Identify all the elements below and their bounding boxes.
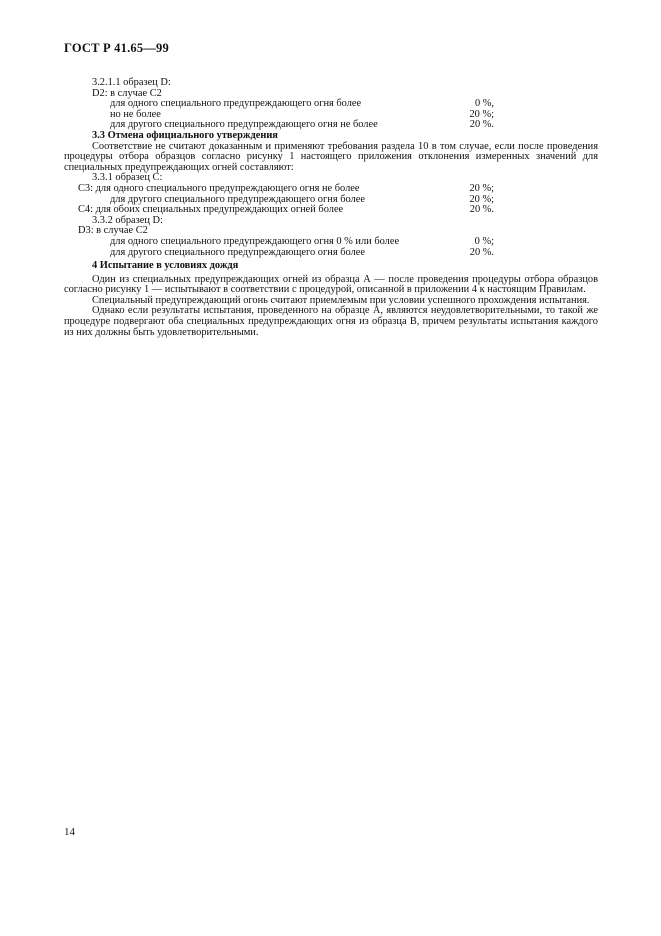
subsection-3-3-1: 3.3.1 образец C: bbox=[92, 172, 163, 184]
section-4-body bbox=[64, 275, 598, 339]
c4-row-text: C4: для обоих специальных предупреждающих огней более bbox=[78, 204, 344, 216]
d3-row-1-text: для одного специального предупреждающего огня 0 % или более bbox=[110, 235, 400, 247]
d3-row-2-value: 20 %. bbox=[469, 246, 494, 258]
c3-row-2-text: для другого специального предупреждающего огня более bbox=[110, 193, 365, 205]
d2-row-1 bbox=[92, 99, 598, 110]
section-4-paragraph-2: Специальный предупреждающий огонь считают приемлемым при условии успешного прохождения испытания. bbox=[92, 294, 590, 306]
d2-row-2-text: но не более bbox=[110, 108, 161, 120]
section-4-paragraph-3: Однако если результаты испытания, проведенного на образце А, являются неудовлетворительными, то такой же процедуре подвергают оба специальных предупреждающих огня из образца В, причем результаты испытания каждого из них должны быть удовлетворительными. bbox=[64, 305, 598, 338]
section-3-3-heading: 3.3 Отмена официального утверждения bbox=[92, 129, 278, 141]
subsection-3-3-2: 3.3.2 образец D: bbox=[92, 214, 163, 226]
content-block bbox=[64, 77, 598, 338]
d2-label: D2: в случае C2 bbox=[92, 87, 162, 99]
d3-row-1-value: 0 %; bbox=[474, 235, 494, 247]
c3-row-2-value: 20 %; bbox=[469, 193, 494, 205]
d2-row-1-text: для одного специального предупреждающего огня более bbox=[110, 98, 362, 110]
section-3-3-paragraph bbox=[64, 142, 598, 174]
c3-row-1-value: 20 %; bbox=[469, 182, 494, 194]
d3-label: D3: в случае C2 bbox=[78, 225, 148, 237]
page-number: 14 bbox=[64, 826, 75, 838]
d2-row-3-text: для другого специального предупреждающего огня не более bbox=[110, 119, 378, 131]
section-3-3-text: Соответствие не считают доказанным и применяют требования раздела 10 в том случае, если после проведения процедуры отбора образцов согласно рисунку 1 настоящего приложения отклонения измеренных значений для специальных предупреждающих огней составляют: bbox=[64, 140, 598, 173]
d2-row-1-value: 0 %, bbox=[474, 98, 494, 110]
document-header: ГОСТ Р 41.65—99 bbox=[64, 41, 169, 55]
section-4-heading: 4 Испытание в условиях дождя bbox=[92, 260, 239, 272]
c4-row-value: 20 %. bbox=[469, 204, 494, 216]
d3-row-2 bbox=[92, 248, 598, 259]
d2-row-2-value: 20 %; bbox=[469, 108, 494, 120]
d2-row-3-value: 20 %. bbox=[469, 119, 494, 131]
section-4-paragraph-1: Один из специальных предупреждающих огней из образца А — после проведения процедуры отбора образцов согласно рисунку 1 — испытывают в соответствии с процедурой, описанной в приложении 4 к настоящим Правилам. bbox=[64, 273, 598, 296]
subsection-3-2-1-1: 3.2.1.1 образец D: bbox=[92, 77, 171, 88]
d3-row-2-text: для другого специального предупреждающего огня более bbox=[110, 246, 365, 258]
c3-row-1-text: C3: для одного специального предупреждающего огня не более bbox=[78, 182, 360, 194]
